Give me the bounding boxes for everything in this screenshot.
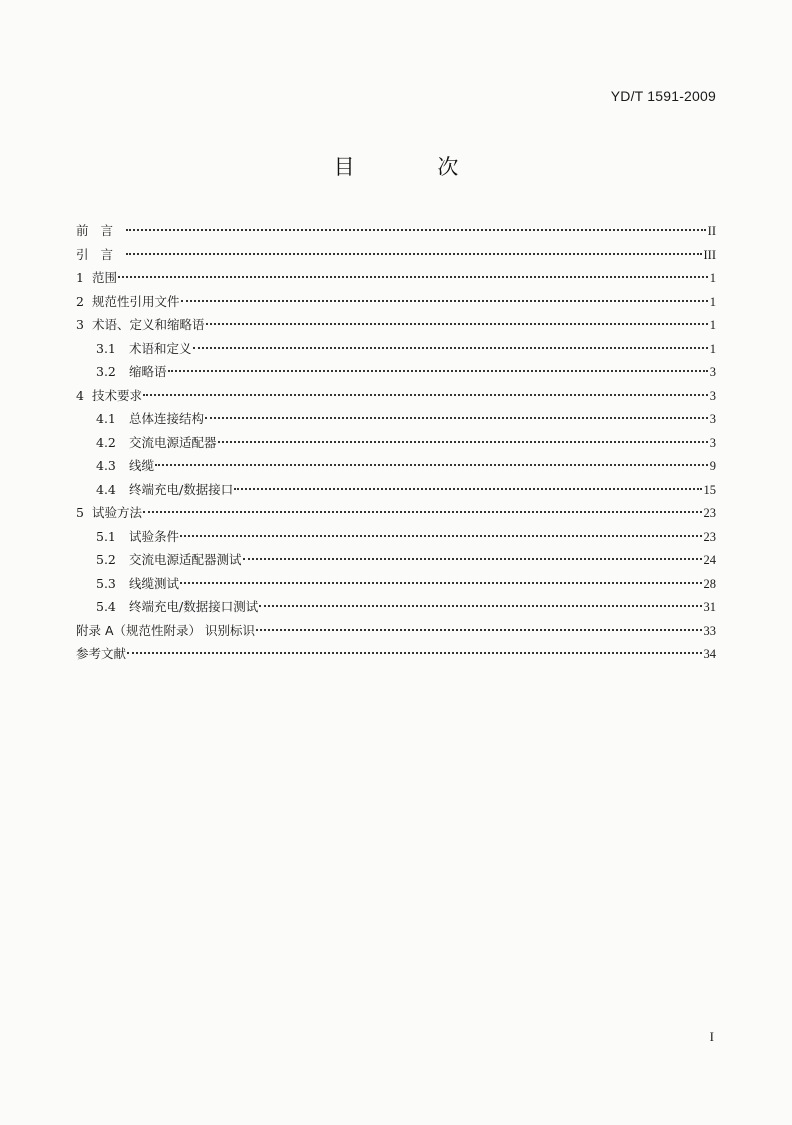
toc-entry-title: 技术要求 [92,387,143,403]
toc-entry-number: 3.2 [96,364,116,379]
toc-entry-title: 终端充电/数据接口 [129,481,234,497]
toc-entry-title: 交流电源适配器测试 [129,552,242,567]
toc-entry-title: 总体连接结构 [129,411,205,426]
toc-entry-title: 试验方法 [92,505,143,520]
toc-entry-title: 范围 [92,270,118,285]
toc-entry[interactable] [76,407,716,431]
toc-entry[interactable] [76,642,716,666]
toc-entry-number: 4.4 [96,481,116,497]
toc-entry-number: 3.1 [96,340,116,356]
toc-entry-page: 23 [703,529,716,544]
toc-entry-page: 1 [709,294,716,309]
toc-entry-number: 2 [76,293,84,309]
toc-entry-page: 33 [703,623,716,638]
toc-entry-page: 3 [709,365,716,379]
toc-dot-leader [259,605,701,607]
toc-entry-title: 前言 [76,223,126,238]
toc-entry-title: 缩略语 [129,364,167,379]
toc-entry[interactable] [76,243,716,267]
toc-dot-leader [155,464,708,466]
toc-dot-leader [218,441,708,443]
toc-entry-page: 9 [709,459,716,473]
toc-entry-number: 5 [76,505,84,520]
toc-entry-page: II [707,224,716,238]
toc-dot-leader [126,229,706,231]
toc-entry-title: 引言 [76,246,126,262]
toc-dot-leader [180,535,701,537]
toc-entry-page: 28 [703,576,716,591]
toc-dot-leader [118,276,708,278]
toc-dot-leader [243,558,702,560]
toc-dot-leader [143,511,701,513]
toc-entry-number: 4.2 [96,434,116,450]
table-of-contents [76,219,716,666]
toc-entry[interactable] [76,525,716,549]
toc-entry[interactable] [76,313,716,337]
toc-entry[interactable] [76,595,716,619]
toc-dot-leader [143,394,708,396]
toc-entry-title: 试验条件 [129,528,180,544]
toc-dot-leader [234,488,701,490]
toc-dot-leader [256,629,702,631]
toc-entry-number: 3 [76,317,84,332]
toc-entry-number: 5.2 [96,552,116,567]
toc-entry-page: 23 [703,506,716,520]
toc-entry-page: 24 [703,553,716,567]
toc-dot-leader [127,652,701,654]
toc-title: 目 次 [333,155,497,179]
toc-entry[interactable] [76,337,716,361]
toc-entry-number: 4.3 [96,458,116,473]
toc-entry[interactable] [76,572,716,596]
toc-entry-number: 4.1 [96,411,116,426]
toc-dot-leader [168,370,708,372]
toc-entry-title: 规范性引用文件 [92,293,180,309]
toc-entry-title: 线缆测试 [129,575,180,591]
standard-code: YD/T 1591-2009 [610,88,716,104]
toc-entry-number: 5.3 [96,575,116,591]
toc-entry[interactable] [76,290,716,314]
toc-entry-title: 附录 A（规范性附录） 识别标识 [76,622,255,638]
toc-entry-number: 5.1 [96,528,116,544]
toc-entry-number: 4 [76,387,84,403]
toc-dot-leader [181,300,708,302]
toc-entry-page: 31 [703,600,716,614]
toc-entry-page: 15 [703,482,716,497]
toc-entry-number: 5.4 [96,599,116,614]
toc-entry-page: 1 [709,341,716,356]
toc-entry-title: 终端充电/数据接口测试 [129,599,259,614]
toc-dot-leader [206,323,708,325]
page-number: I [709,1029,714,1044]
toc-entry-page: 3 [709,435,716,450]
toc-entry-page: III [703,247,716,262]
toc-dot-leader [193,347,708,349]
toc-entry-page: 3 [709,412,716,426]
toc-entry-page: 3 [709,388,716,403]
toc-entry[interactable] [76,384,716,408]
toc-entry-title: 术语、定义和缩略语 [92,317,205,332]
toc-entry[interactable] [76,478,716,502]
toc-entry-number: 1 [76,270,84,285]
toc-entry[interactable] [76,219,716,243]
toc-entry[interactable] [76,454,716,478]
toc-entry-page: 1 [709,318,716,332]
toc-dot-leader [205,417,708,419]
toc-entry[interactable] [76,266,716,290]
toc-entry[interactable] [76,360,716,384]
toc-entry-page: 34 [703,647,716,661]
toc-entry-title: 交流电源适配器 [129,434,217,450]
toc-entry[interactable] [76,619,716,643]
toc-entry-title: 术语和定义 [129,340,192,356]
toc-entry[interactable] [76,548,716,572]
toc-entry-title: 参考文献 [76,646,127,661]
toc-entry[interactable] [76,501,716,525]
toc-entry-page: 1 [709,271,716,285]
toc-dot-leader [126,253,701,255]
toc-dot-leader [180,582,701,584]
toc-entry-title: 线缆 [129,458,155,473]
toc-entry[interactable] [76,431,716,455]
